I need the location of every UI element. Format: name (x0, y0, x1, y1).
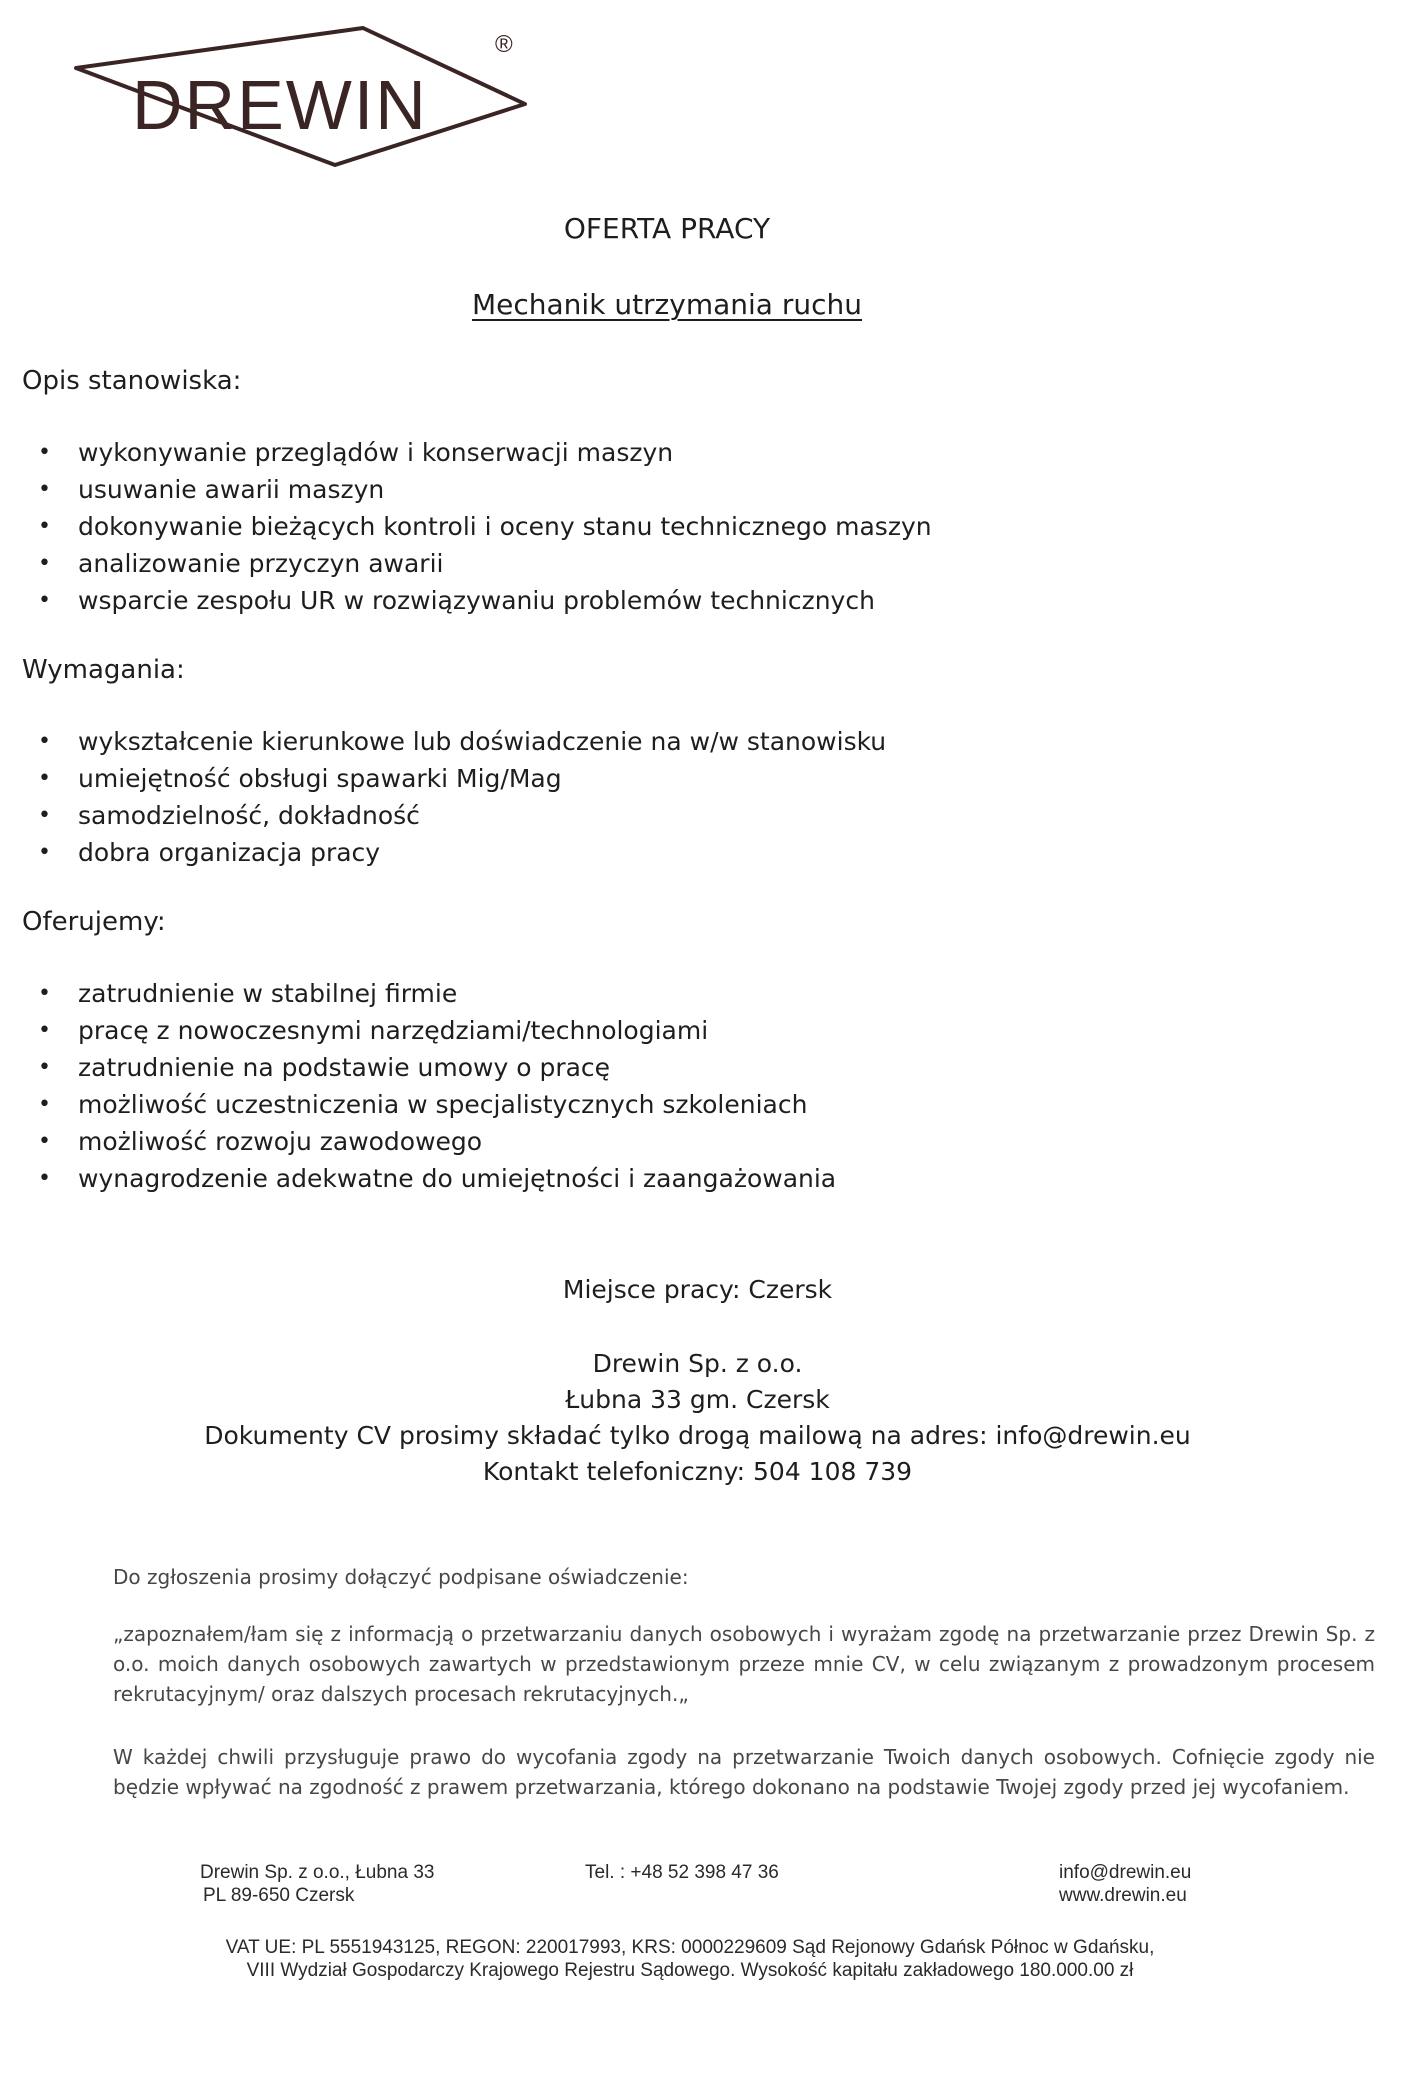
consent-intro: Do zgłoszenia prosimy dołączyć podpisane oświadczenie: (113, 1565, 689, 1589)
list-item: • dobra organizacja pracy (22, 834, 886, 871)
bullet-icon: • (38, 981, 51, 1006)
list-item: • umiejętność obsługi spawarki Mig/Mag (22, 760, 886, 797)
bullet-icon: • (38, 551, 51, 576)
list-item: • analizowanie przyczyn awarii (22, 545, 932, 582)
section-heading-opis: Opis stanowiska: (22, 366, 242, 396)
section-heading-oferujemy: Oferujemy: (22, 907, 166, 937)
bullet-icon: • (38, 1092, 51, 1117)
footer-email: info@drewin.eu (1059, 1862, 1192, 1883)
contact-cv-info: Dokumenty CV prosimy składać tylko drogą mailową na adres: info@drewin.eu (204, 1421, 1191, 1450)
footer-tel: Tel. : +48 52 398 47 36 (585, 1862, 779, 1883)
bullet-icon: • (38, 803, 51, 828)
list-item: • dokonywanie bieżących kontroli i oceny stanu technicznego maszyn (22, 508, 932, 545)
position-title: Mechanik utrzymania ruchu (472, 288, 862, 321)
bullet-icon: • (38, 766, 51, 791)
list-item: • wykształcenie kierunkowe lub doświadczenie na w/w stanowisku (22, 723, 886, 760)
bullet-icon: • (38, 1166, 51, 1191)
bullet-icon: • (38, 477, 51, 502)
footer-address-line2: PL 89-650 Czersk (203, 1885, 355, 1906)
section-heading-wymagania: Wymagania: (22, 655, 185, 685)
list-item: • możliwość rozwoju zawodowego (22, 1123, 836, 1160)
list-oferujemy (22, 975, 836, 1197)
bullet-icon: • (38, 840, 51, 865)
footer-legal-line2: VIII Wydział Gospodarczy Krajowego Rejestru Sądowego. Wysokość kapitału zakładowego 180.000.00 zł (246, 1960, 1134, 1981)
contact-company: Drewin Sp. z o.o. (592, 1349, 803, 1378)
footer-legal-line1: VAT UE: PL 5551943125, REGON: 220017993, KRS: 0000229609 Sąd Rejonowy Gdańsk Północ w Gdańsku, (225, 1937, 1155, 1958)
list-item: • wykonywanie przeglądów i konserwacji maszyn (22, 434, 932, 471)
bullet-icon: • (38, 440, 51, 465)
bullet-icon: • (38, 1055, 51, 1080)
bullet-icon: • (38, 729, 51, 754)
list-opis (22, 434, 932, 619)
bullet-icon: • (38, 1129, 51, 1154)
registered-mark: ® (495, 31, 513, 58)
list-item: • pracę z nowoczesnymi narzędziami/technologiami (22, 1012, 836, 1049)
consent-statement: „zapoznałem/łam się z informacją o przetwarzaniu danych osobowych i wyrażam zgodę na przetwarzanie przez Drewin Sp. z o.o. moich danych osobowych zawartych w przedstawionym przeze mnie CV, w celu związanym z prowadzonym procesem rekrutacyjnym/ oraz dalszych procesach rekrutacyjnych.„ (113, 1622, 1375, 1706)
company-logo (70, 26, 530, 171)
list-item: • samodzielność, dokładność (22, 797, 886, 834)
bullet-icon: • (38, 514, 51, 539)
bullet-icon: • (38, 588, 51, 613)
offer-title: OFERTA PRACY (563, 212, 771, 245)
list-item: • zatrudnienie na podstawie umowy o pracę (22, 1049, 836, 1086)
consent-withdrawal: W każdej chwili przysługuje prawo do wycofania zgody na przetwarzanie Twoich danych osobowych. Cofnięcie zgody nie będzie wpływać na zgodność z prawem przetwarzania, którego dokonano na podstawie Twojej zgody przed jej wycofaniem. (113, 1745, 1375, 1799)
bullet-icon: • (38, 1018, 51, 1043)
contact-address: Łubna 33 gm. Czersk (565, 1385, 830, 1414)
workplace: Miejsce pracy: Czersk (562, 1275, 833, 1304)
list-item: • usuwanie awarii maszyn (22, 471, 932, 508)
list-item: • wsparcie zespołu UR w rozwiązywaniu problemów technicznych (22, 582, 932, 619)
list-wymagania (22, 723, 886, 871)
list-item: • możliwość uczestniczenia w specjalistycznych szkoleniach (22, 1086, 836, 1123)
footer-address-line1: Drewin Sp. z o.o., Łubna 33 (200, 1862, 435, 1883)
footer-www: www.drewin.eu (1059, 1885, 1187, 1906)
logo-text: DREWIN (132, 66, 428, 144)
contact-phone: Kontakt telefoniczny: 504 108 739 (482, 1457, 913, 1486)
list-item: • wynagrodzenie adekwatne do umiejętności i zaangażowania (22, 1160, 836, 1197)
list-item: • zatrudnienie w stabilnej firmie (22, 975, 836, 1012)
